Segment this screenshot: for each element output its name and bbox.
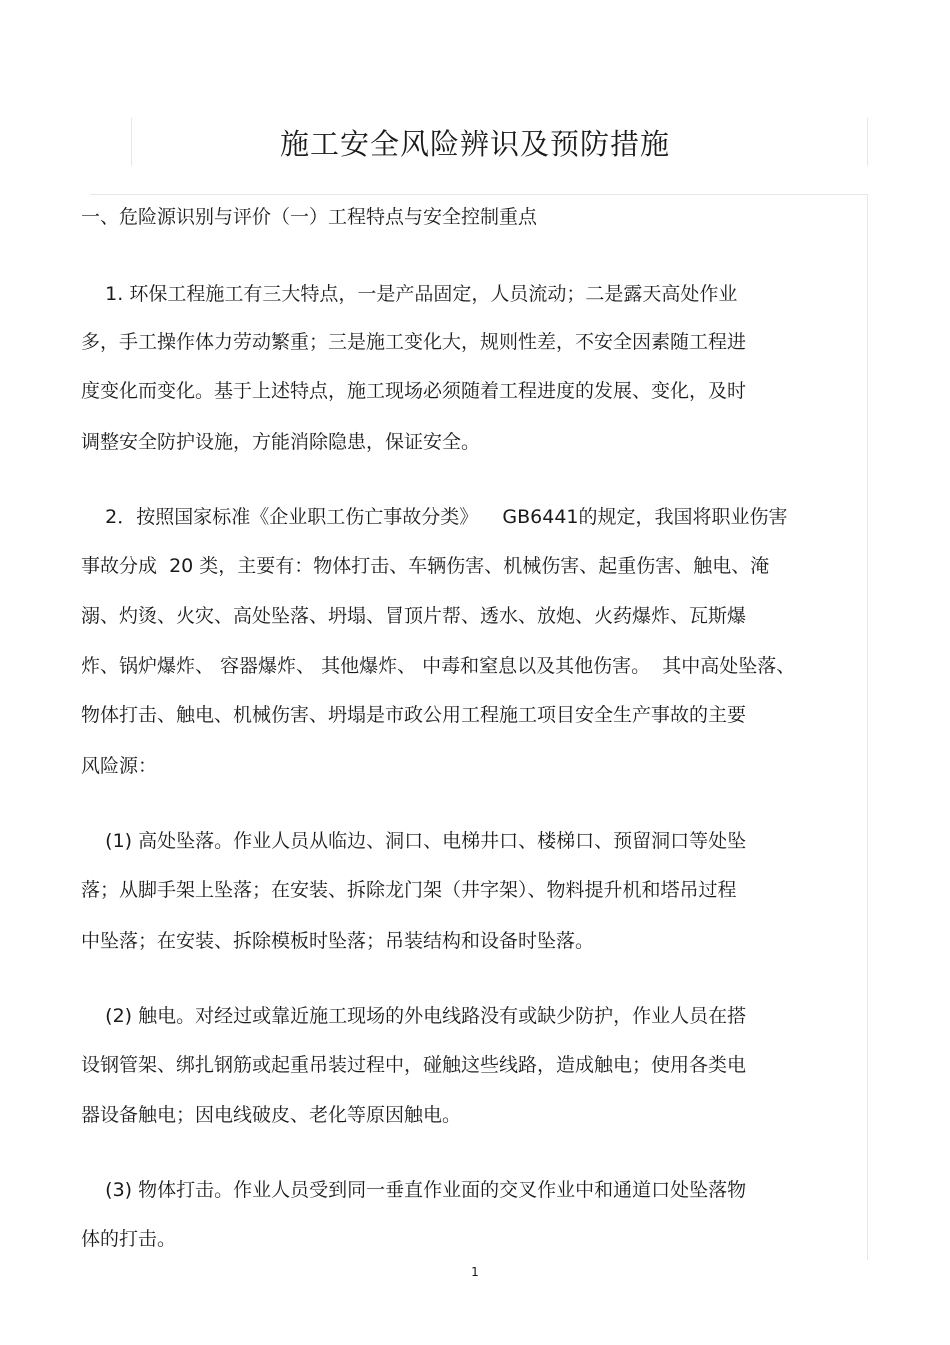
paragraph-2-line-2: 事故分成 20 类，主要有：物体打击、车辆伤害、机械伤害、起重伤害、触电、淹 bbox=[81, 555, 770, 577]
paragraph-5-line-2: 体的打击。 bbox=[81, 1228, 177, 1250]
paragraph-2-line-3: 溺、灼烫、火灾、高处坠落、坍塌、冒顶片帮、透水、放炮、火药爆炸、瓦斯爆 bbox=[81, 605, 747, 627]
paragraph-2-line-1: 2．按照国家标准《企业职工伤亡事故分类》 GB6441的规定，我国将职业伤害 bbox=[81, 506, 788, 528]
paragraph-4-line-2: 设钢管架、绑扎钢筋或起重吊装过程中，碰触这些线路，造成触电；使用各类电 bbox=[81, 1054, 747, 1076]
paragraph-3-line-2: 落；从脚手架上坠落；在安装、拆除龙门架（井字架）、物料提升机和塔吊过程 bbox=[81, 879, 737, 901]
paragraph-3-line-1: (1) 高处坠落。作业人员从临边、洞口、电梯井口、楼梯口、预留洞口等处坠 bbox=[81, 830, 747, 852]
frame-line-right-margin bbox=[867, 194, 868, 1260]
paragraph-2-line-5: 物体打击、触电、机械伤害、坍塌是市政公用工程施工项目安全生产事故的主要 bbox=[81, 704, 747, 726]
paragraph-5-line-1: (3) 物体打击。作业人员受到同一垂直作业面的交叉作业中和通道口处坠落物 bbox=[81, 1179, 747, 1201]
section-heading: 一、危险源识别与评价（一）工程特点与安全控制重点 bbox=[81, 206, 538, 228]
paragraph-2-line-4: 炸、锅炉爆炸、 容器爆炸、 其他爆炸、 中毒和窒息以及其他伤害。 其中高处坠落、 bbox=[81, 655, 796, 677]
paragraph-1-line-2: 多，手工操作体力劳动繁重；三是施工变化大，规则性差，不安全因素随工程进 bbox=[81, 331, 747, 353]
page-number: 1 bbox=[471, 1265, 479, 1279]
paragraph-3-line-3: 中坠落；在安装、拆除模板时坠落；吊装结构和设备时坠落。 bbox=[81, 930, 595, 952]
paragraph-4-line-1: (2) 触电。对经过或靠近施工现场的外电线路没有或缺少防护，作业人员在搭 bbox=[81, 1005, 747, 1027]
paragraph-4-line-3: 器设备触电；因电线破皮、老化等原因触电。 bbox=[81, 1104, 462, 1126]
frame-line-header-divider bbox=[90, 194, 868, 195]
paragraph-2-line-6: 风险源： bbox=[81, 755, 158, 777]
paragraph-1-line-1: 1. 环保工程施工有三大特点，一是产品固定，人员流动；二是露天高处作业 bbox=[81, 283, 738, 305]
document-title: 施工安全风险辨识及预防措施 bbox=[279, 127, 670, 161]
paragraph-1-line-4: 调整安全防护设施，方能消除隐患，保证安全。 bbox=[81, 431, 481, 453]
paragraph-1-line-3: 度变化而变化。基于上述特点，施工现场必须随着工程进度的发展、变化，及时 bbox=[81, 380, 747, 402]
